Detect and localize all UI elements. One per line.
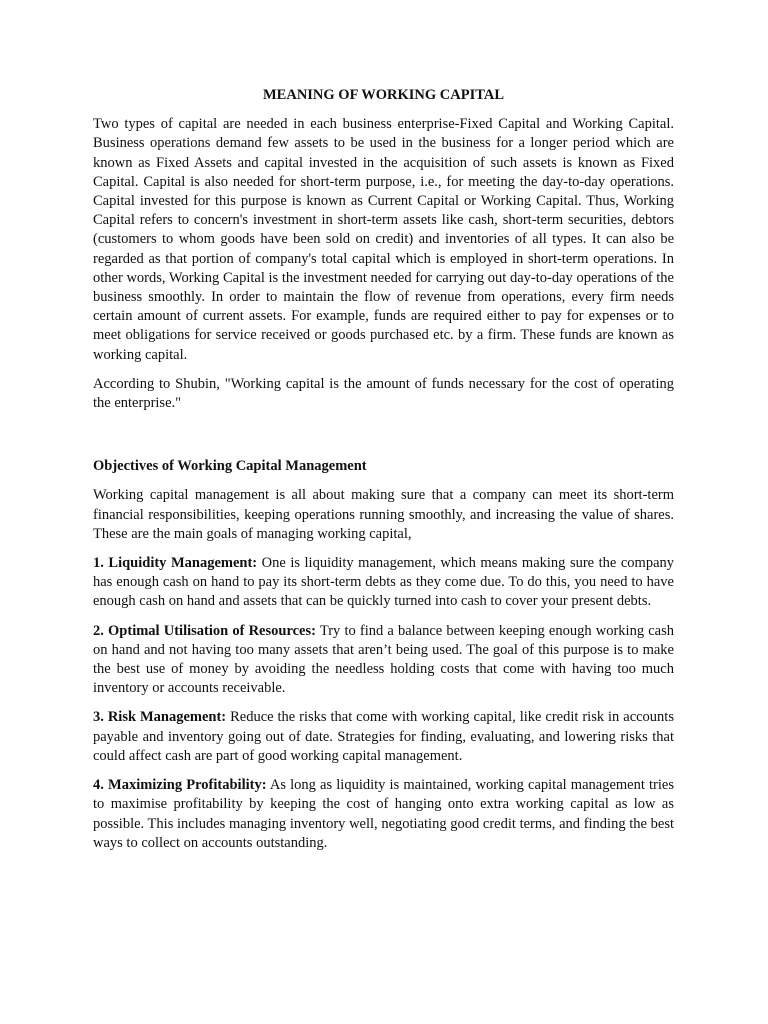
objective-lead: 2. Optimal Utilisation of Resources: xyxy=(93,622,316,639)
objective-item-risk xyxy=(93,708,674,766)
objective-text: Reduce the risks that come with working capital, like credit risk in accounts payable and inventory going out of date. Strategies for finding, evaluating, and lowering risks that could affect cash are part of good working capital management. xyxy=(93,709,674,764)
document-title: MEANING OF WORKING CAPITAL xyxy=(262,87,504,103)
objective-lead: 1. Liquidity Management: xyxy=(93,555,258,572)
objective-item-liquidity xyxy=(93,554,674,612)
objective-text: As long as liquidity is maintained, working capital management tries to maximise profitability by keeping the cost of hanging onto extra working capital as low as possible. This includes managing inventory well, negotiating good credit terms, and finding the best ways to collect on accounts outstanding. xyxy=(93,777,674,851)
objective-text: One is liquidity management, which means making sure the company has enough cash on hand to pay its short-term debts as they come due. To do this, you need to have enough cash on hand and assets that can be quickly turned into cash to cover your present debts. xyxy=(93,555,675,610)
section-spacer xyxy=(93,423,674,457)
section-heading-objectives: Objectives of Working Capital Management xyxy=(93,458,367,475)
objective-lead: 3. Risk Management: xyxy=(93,709,227,726)
paragraph-shubin-quote: According to Shubin, "Working capital is the amount of funds necessary for the cost of operating the enterprise." xyxy=(93,375,674,412)
document-page xyxy=(93,86,674,863)
objective-item-profitability xyxy=(93,776,674,853)
paragraph-meaning: Two types of capital are needed in each business enterprise-Fixed Capital and Working Capital. Business operations demand few assets to be used in the business for a longer period which are known as Fixed Assets and capital invested in the acquisition of such assets is known as Fixed Capital. Capital is also needed for short-term purpose, i.e., for meeting the day-to-day operations. Capital invested for this purpose is known as Current Capital or Working Capital. Thus, Working Capital refers to concern's investment in short-term assets like cash, short-term securities, debtors (customers to whom goods have been sold on credit) and inventories of all types. It can also be regarded as that portion of company's total capital which is employed in short-term operations. In other words, Working Capital is the investment needed for carrying out day-to-day operations of the business smoothly. In order to maintain the flow of revenue from operations, every firm needs certain amount of current assets. For example, funds are required either to pay for expenses or to meet obligations for service received or goods purchased etc. by a firm. These funds are known as working capital. xyxy=(93,116,674,363)
objective-lead: 4. Maximizing Profitability: xyxy=(93,777,267,794)
objective-text: Try to find a balance between keeping enough working cash on hand and not having too many assets that aren’t being used. The goal of this purpose is to make the best use of money by avoiding the needless holding costs that come with having too much inventory or accounts receivable. xyxy=(93,622,675,697)
objective-item-resources xyxy=(93,622,674,699)
paragraph-objectives-intro: Working capital management is all about making sure that a company can meet its short-term financial responsibilities, keeping operations running smoothly, and increasing the value of shares. These are the main goals of managing working capital, xyxy=(93,487,674,542)
